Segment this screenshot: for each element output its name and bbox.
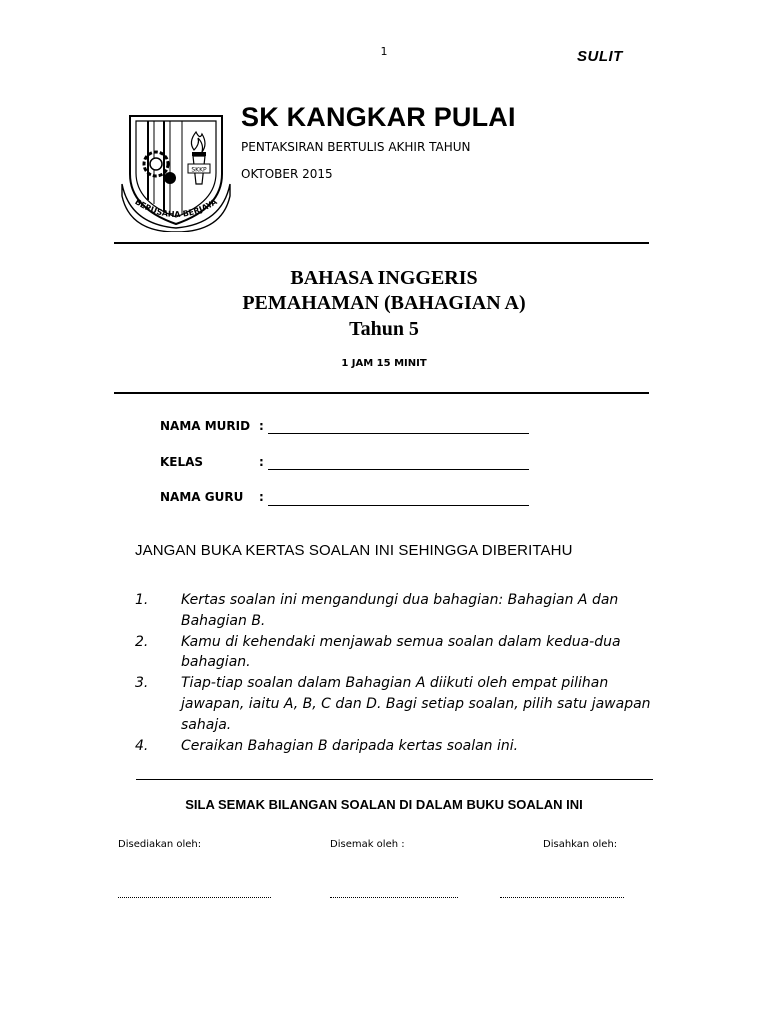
- prepared-by-signature-line[interactable]: [118, 897, 271, 898]
- school-name: SK KANGKAR PULAI: [241, 102, 516, 132]
- field-label-nama-guru: NAMA GURU: [160, 490, 244, 504]
- instruction-number: 1.: [135, 592, 149, 608]
- approved-by-signature-line[interactable]: [500, 897, 624, 898]
- kelas-field[interactable]: [268, 469, 529, 470]
- instruction-item: [135, 632, 655, 674]
- school-motto: BERUSAHA BERJAYA: [133, 197, 219, 220]
- instruction-text: Ceraikan Bahagian B daripada kertas soalan ini.: [181, 737, 519, 754]
- page-number: 1: [380, 45, 388, 58]
- do-not-open-warning: JANGAN BUKA KERTAS SOALAN INI SEHINGGA DIBERITAHU: [135, 542, 573, 559]
- field-colon: :: [259, 455, 264, 469]
- field-colon: :: [259, 419, 264, 433]
- paper-year: Tahun 5: [349, 318, 419, 340]
- prepared-by-label: Disediakan oleh:: [118, 839, 202, 850]
- instruction-item: [135, 673, 655, 735]
- classification-label: SULIT: [577, 48, 623, 65]
- subject-title: BAHASA INGGERIS: [290, 267, 478, 289]
- nama-murid-field[interactable]: [268, 433, 529, 434]
- school-crest-logo: [118, 112, 234, 232]
- instructions-list: [135, 590, 655, 756]
- instruction-number: 4.: [135, 737, 149, 754]
- field-label-nama-murid: NAMA MURID: [160, 419, 251, 433]
- paper-duration: 1 JAM 15 MINIT: [341, 358, 427, 369]
- header-divider: [114, 242, 649, 244]
- title-divider: [114, 392, 649, 394]
- instruction-number: 2.: [135, 633, 149, 650]
- instruction-number: 3.: [135, 675, 149, 692]
- checked-by-label: Disemak oleh :: [330, 839, 405, 850]
- check-questions-note: SILA SEMAK BILANGAN SOALAN DI DALAM BUKU SOALAN INI: [185, 797, 583, 812]
- instruction-text: Kamu di kehendaki menjawab semua soalan dalam kedua-dua bahagian.: [181, 633, 621, 671]
- exam-date: OKTOBER 2015: [241, 167, 333, 181]
- paper-component: PEMAHAMAN (BAHAGIAN A): [242, 292, 526, 314]
- field-label-kelas: KELAS: [160, 455, 204, 469]
- instruction-text: Tiap-tiap soalan dalam Bahagian A diikuti oleh empat pilihan jawapan, iaitu A, B, C dan D. Bagi setiap soalan, pilih satu jawapan sahaja.: [181, 675, 651, 733]
- instructions-divider: [136, 779, 653, 780]
- field-colon: :: [259, 490, 264, 504]
- exam-title: PENTAKSIRAN BERTULIS AKHIR TAHUN: [241, 140, 471, 154]
- nama-guru-field[interactable]: [268, 505, 529, 506]
- checked-by-signature-line[interactable]: [330, 897, 458, 898]
- instruction-text: Kertas soalan ini mengandungi dua bahagian: Bahagian A dan Bahagian B.: [181, 592, 619, 629]
- instruction-item: [135, 590, 655, 632]
- approved-by-label: Disahkan oleh:: [543, 839, 618, 850]
- logo-label: SKKP: [191, 166, 207, 174]
- instruction-item: [135, 736, 655, 757]
